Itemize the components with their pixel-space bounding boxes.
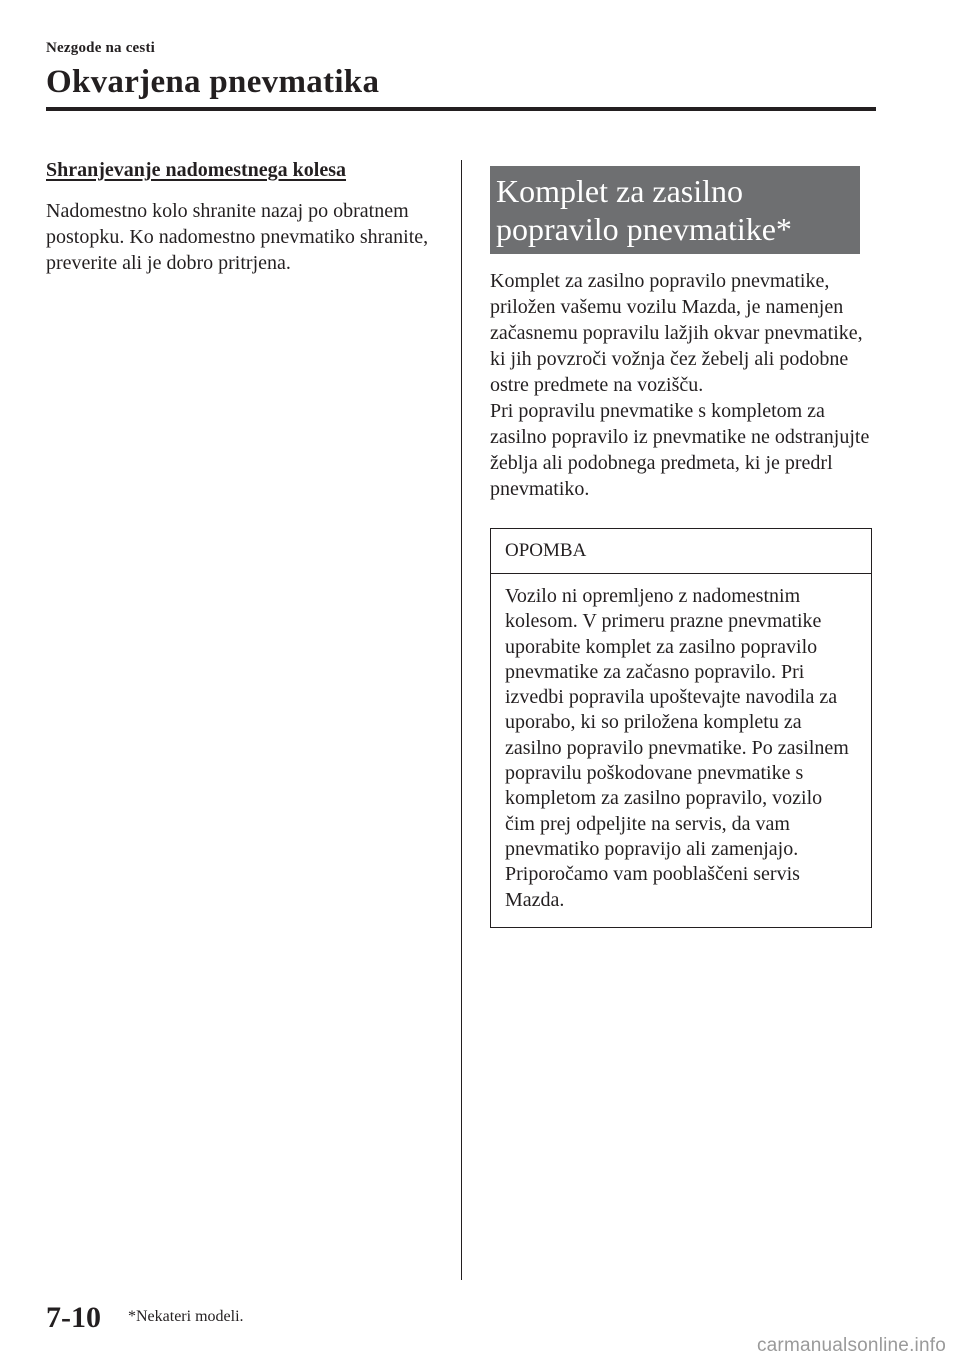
page-number: 7-10: [46, 1301, 101, 1334]
page-title: Okvarjena pnevmatika: [46, 64, 380, 100]
title-rule: [46, 107, 876, 111]
watermark: carmanualsonline.info: [756, 1335, 946, 1356]
note-text: Vozilo ni opremljeno z nadomestnim kolesom. V primeru prazne pnevmatike uporabite komplet za zasilno popravilo pnevmatike za začasno popravilo. Pri izvedbi popravila upoštevajte navodila za uporabo, ki so priložena kompletu za zasilno popravilo pnevmatike. Po zasilnem popravilu poškodovane pnevmatike s kompletom za zasilno popravilo, vozilo čim prej odpeljite na servis, da vam pnevmatiko popravijo ali zamenjajo. Priporočamo vam pooblaščeni servis Mazda.: [505, 585, 849, 911]
column-divider: [461, 160, 462, 1280]
footnote: *Nekateri modeli.: [128, 1308, 244, 1325]
right-column: [490, 166, 880, 928]
kit-section-heading: [490, 166, 860, 254]
note-label: OPOMBA: [491, 529, 871, 574]
section-heading: Shranjevanje nadomestnega kolesa: [46, 159, 347, 181]
kit-paragraph-1: [490, 268, 880, 502]
breadcrumb: Nezgode na cesti: [46, 40, 156, 56]
note-box: [490, 528, 872, 928]
kit-paragraph-1-text: Komplet za zasilno popravilo pnevmatike, priložen vašemu vozilu Mazda, je namenjen začasnemu popravilu lažjih okvar pnevmatike, ki jih povzroči vožnja čez žebelj ali podobne ostre predmete na vozišču.: [490, 270, 863, 396]
left-paragraph: Nadomestno kolo shranite nazaj po obratnem postopku. Ko nadomestno pnevmatiko shranite, preverite ali je dobro pritrjena.: [46, 200, 429, 274]
kit-heading-line1: Komplet za zasilno: [496, 173, 744, 209]
left-column: [46, 156, 441, 276]
kit-paragraph-2-text: Pri popravilu pnevmatike s kompletom za zasilno popravilo iz pnevmatike ne odstranjujte žeblja ali podobnega predmeta, ki je predrl pnevmatiko.: [490, 400, 870, 500]
kit-heading-line2: popravilo pnevmatike*: [496, 211, 792, 247]
